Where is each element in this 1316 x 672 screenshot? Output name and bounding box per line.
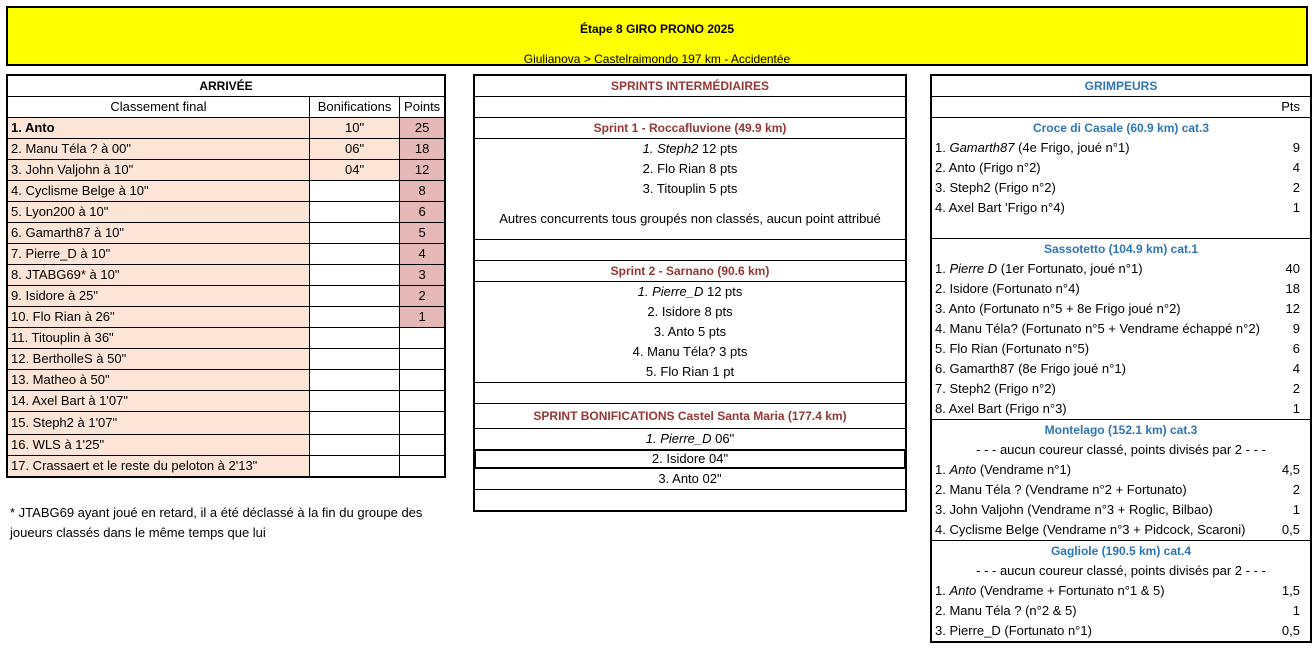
rider-bonif xyxy=(309,307,399,328)
sprints-table xyxy=(473,74,907,512)
table-row xyxy=(7,160,445,181)
climber-name: Anto xyxy=(949,583,977,598)
rider-rank: 4. Cyclisme Belge à 10" xyxy=(7,181,309,202)
sprints-title: SPRINTS INTERMÉDIAIRES xyxy=(474,75,906,97)
pts-header-spacer xyxy=(931,97,1271,118)
climber-points: 1 xyxy=(1292,603,1300,618)
climber-text: 3. Anto (Fortunato n°5 + 8e Frigo joué n°2) xyxy=(935,301,1181,316)
climber-points: 1 xyxy=(1292,401,1300,416)
table-row xyxy=(7,349,445,370)
table-row xyxy=(7,286,445,307)
sprint2-winner: 1. Pierre_D xyxy=(637,284,704,299)
climber-entry xyxy=(931,299,1271,319)
climber-text: 1. xyxy=(935,261,950,276)
table-row xyxy=(7,435,445,456)
table-row xyxy=(7,328,445,349)
sprints-spacer xyxy=(474,97,906,118)
climber-text: 5. Flo Rian (Fortunato n°5) xyxy=(935,341,1090,356)
rider-bonif xyxy=(309,456,399,478)
rider-points: 5 xyxy=(400,223,445,244)
rider-rank: 10. Flo Rian à 26" xyxy=(7,307,309,328)
climber-entry xyxy=(931,480,1271,500)
climber-points: 0,5 xyxy=(1281,623,1300,638)
pts-header: Pts xyxy=(1271,97,1311,118)
climber-entry xyxy=(931,460,1271,480)
rider-points: 4 xyxy=(400,244,445,265)
rider-bonif xyxy=(309,223,399,244)
rider-points xyxy=(400,370,445,391)
sprint1-title: Sprint 1 - Roccafluvione (49.9 km) xyxy=(474,118,906,139)
sprint2-row: 2. Isidore 8 pts xyxy=(647,304,733,319)
stage-subtitle: Giulianova > Castelraimondo 197 km - Accidentée xyxy=(523,52,791,66)
rider-rank: 14. Axel Bart à 1'07" xyxy=(7,391,309,412)
climber-points: 6 xyxy=(1292,341,1300,356)
table-row xyxy=(7,139,445,160)
climber-points: 0,5 xyxy=(1281,522,1300,537)
footnote: * JTABG69 ayant joué en retard, il a été déclassé à la fin du groupe des joueurs classés dans le même temps que lui xyxy=(10,505,423,540)
climber-points: 40 xyxy=(1285,261,1300,276)
climber-entry xyxy=(931,581,1271,601)
climber-entry xyxy=(931,198,1271,218)
climber-entry xyxy=(931,138,1271,158)
climber-name: Pierre D xyxy=(949,261,998,276)
climber-points: 1 xyxy=(1292,200,1300,215)
sprint1-winner-pts: 12 pts xyxy=(698,141,738,156)
bonif-row xyxy=(474,429,906,450)
table-row xyxy=(931,500,1311,520)
bonif-row-selected[interactable]: 2. Isidore 04" xyxy=(474,449,906,469)
climber-entry xyxy=(931,259,1271,279)
bonif-sprint-title: SPRINT BONIFICATIONS Castel Santa Maria (177.4 km) xyxy=(474,404,906,429)
rider-rank: 7. Pierre_D à 10" xyxy=(7,244,309,265)
climber-points: 1 xyxy=(1292,502,1300,517)
climber-text: 1. xyxy=(935,140,950,155)
climber-points: 2 xyxy=(1292,180,1300,195)
climber-points: 2 xyxy=(1292,381,1300,396)
rider-points: 8 xyxy=(400,181,445,202)
climb-note: - - - aucun coureur classé, points divisés par 2 - - - xyxy=(976,563,1266,578)
sprints-spacer xyxy=(474,490,906,512)
rider-bonif xyxy=(309,244,399,265)
rider-rank: 8. JTABG69* à 10" xyxy=(7,265,309,286)
climber-text: 4. Axel Bart 'Frigo n°4) xyxy=(935,200,1065,215)
rider-points xyxy=(400,349,445,370)
table-row xyxy=(931,279,1311,299)
rider-rank: 15. Steph2 à 1'07" xyxy=(7,412,309,435)
climber-entry xyxy=(931,178,1271,198)
climb3-title: Montelago (152.1 km) cat.3 xyxy=(931,420,1311,441)
col-classement-header: Classement final xyxy=(7,97,309,118)
bonif-winner: 1. Pierre_D xyxy=(645,431,712,446)
climb-spacer xyxy=(931,218,1311,239)
climber-points: 4 xyxy=(1292,160,1300,175)
rider-rank: 16. WLS à 1'25" xyxy=(7,435,309,456)
rider-rank: 3. John Valjohn à 10" xyxy=(7,160,309,181)
table-row xyxy=(931,198,1311,218)
sprint2-title: Sprint 2 - Sarnano (90.6 km) xyxy=(474,261,906,282)
table-row xyxy=(7,456,445,478)
climber-points: 4 xyxy=(1292,361,1300,376)
climber-detail: (4e Frigo, joué n°1) xyxy=(1014,140,1130,155)
climber-text: 3. John Valjohn (Vendrame n°3 + Roglic, Bilbao) xyxy=(935,502,1213,517)
climber-points: 9 xyxy=(1292,321,1300,336)
rider-rank: 11. Titouplin à 36" xyxy=(7,328,309,349)
table-row xyxy=(931,138,1311,158)
climber-text: 4. Cyclisme Belge (Vendrame n°3 + Pidcock, Scaroni) xyxy=(935,522,1246,537)
table-row xyxy=(931,621,1311,642)
grimpeurs-title: GRIMPEURS xyxy=(1084,79,1158,93)
rider-bonif: 06" xyxy=(309,139,399,160)
rider-points: 25 xyxy=(400,118,445,139)
rider-bonif xyxy=(309,349,399,370)
rider-rank: 13. Matheo à 50" xyxy=(7,370,309,391)
climber-points: 12 xyxy=(1285,301,1300,316)
climber-text: 2. Isidore (Fortunato n°4) xyxy=(935,281,1080,296)
climb2-title: Sassotetto (104.9 km) cat.1 xyxy=(931,239,1311,260)
climber-entry xyxy=(931,279,1271,299)
col-points-header: Points xyxy=(400,97,445,118)
table-row xyxy=(931,520,1311,541)
climber-name: Gamarth87 xyxy=(949,140,1015,155)
climb-note: - - - aucun coureur classé, points divisés par 2 - - - xyxy=(976,442,1266,457)
rider-rank: 17. Crassaert et le reste du peloton à 2'13" xyxy=(7,456,309,478)
climber-points: 1,5 xyxy=(1281,583,1300,598)
climber-detail: (Vendrame + Fortunato n°1 & 5) xyxy=(976,583,1165,598)
rider-bonif xyxy=(309,286,399,307)
arrivee-title: ARRIVÉE xyxy=(7,75,445,97)
sprint1-row: 3. Titouplin 5 pts xyxy=(642,181,738,196)
rider-points xyxy=(400,412,445,435)
table-row xyxy=(7,181,445,202)
rider-points: 3 xyxy=(400,265,445,286)
rider-points: 1 xyxy=(400,307,445,328)
sprints-spacer xyxy=(474,383,906,404)
climber-entry xyxy=(931,399,1271,420)
climber-text: 2. Manu Téla ? (n°2 & 5) xyxy=(935,603,1077,618)
table-row xyxy=(7,307,445,328)
climber-points: 9 xyxy=(1292,140,1300,155)
rider-rank: 12. BertholleS à 50" xyxy=(7,349,309,370)
rider-rank: 5. Lyon200 à 10" xyxy=(7,202,309,223)
climber-text: 1. xyxy=(935,583,950,598)
table-row xyxy=(7,118,445,139)
climber-entry xyxy=(931,359,1271,379)
sprint1-row: 2. Flo Rian 8 pts xyxy=(642,161,738,176)
climber-text: 4. Manu Téla? (Fortunato n°5 + Vendrame échappé n°2) xyxy=(935,321,1260,336)
climb4-title: Gagliole (190.5 km) cat.4 xyxy=(931,541,1311,562)
climber-entry xyxy=(931,601,1271,621)
table-row xyxy=(931,299,1311,319)
rider-rank: 1. Anto xyxy=(7,118,309,139)
table-row xyxy=(931,399,1311,420)
table-row xyxy=(931,319,1311,339)
rider-bonif xyxy=(309,435,399,456)
sprint2-winner-pts: 12 pts xyxy=(703,284,743,299)
climber-points: 2 xyxy=(1292,482,1300,497)
sprint2-row xyxy=(474,282,906,303)
sprint2-row: 4. Manu Téla? 3 pts xyxy=(632,344,748,359)
table-row xyxy=(931,480,1311,500)
climber-text: 8. Axel Bart (Frigo n°3) xyxy=(935,401,1067,416)
stage-title: Étape 8 GIRO PRONO 2025 xyxy=(579,22,735,36)
rider-bonif xyxy=(309,202,399,223)
rider-points xyxy=(400,435,445,456)
climber-name: Anto xyxy=(949,462,977,477)
climber-text: 3. Pierre_D (Fortunato n°1) xyxy=(935,623,1092,638)
rider-points xyxy=(400,391,445,412)
climb1-title: Croce di Casale (60.9 km) cat.3 xyxy=(931,118,1311,139)
table-row xyxy=(931,259,1311,279)
climber-entry xyxy=(931,500,1271,520)
climber-text: 6. Gamarth87 (8e Frigo joué n°1) xyxy=(935,361,1126,376)
grimpeurs-table xyxy=(930,74,1312,643)
table-row xyxy=(931,359,1311,379)
sprint1-winner: 1. Steph2 xyxy=(642,141,699,156)
table-row xyxy=(7,265,445,286)
table-row xyxy=(7,202,445,223)
rider-rank: 9. Isidore à 25" xyxy=(7,286,309,307)
climber-entry xyxy=(931,379,1271,399)
sprint1-row xyxy=(474,139,906,160)
table-row xyxy=(931,581,1311,601)
sprint2-row: 5. Flo Rian 1 pt xyxy=(645,364,735,379)
table-row xyxy=(931,460,1311,480)
climber-detail: (Vendrame n°1) xyxy=(976,462,1072,477)
rider-bonif xyxy=(309,328,399,349)
table-row xyxy=(7,391,445,412)
table-row xyxy=(931,601,1311,621)
table-row xyxy=(7,223,445,244)
rider-bonif xyxy=(309,391,399,412)
rider-points: 18 xyxy=(400,139,445,160)
sprint2-row: 3. Anto 5 pts xyxy=(653,324,727,339)
climber-text: 7. Steph2 (Frigo n°2) xyxy=(935,381,1056,396)
rider-points: 12 xyxy=(400,160,445,181)
table-row xyxy=(931,178,1311,198)
climber-text: 1. xyxy=(935,462,950,477)
rider-bonif xyxy=(309,370,399,391)
climber-detail: (1er Fortunato, joué n°1) xyxy=(997,261,1143,276)
sprint1-note: Autres concurrents tous groupés non classés, aucun point attribué xyxy=(499,211,881,226)
climber-entry xyxy=(931,158,1271,178)
rider-rank: 6. Gamarth87 à 10" xyxy=(7,223,309,244)
climber-entry xyxy=(931,339,1271,359)
rider-points: 2 xyxy=(400,286,445,307)
bonif-winner-val: 06" xyxy=(711,431,735,446)
climber-text: 3. Steph2 (Frigo n°2) xyxy=(935,180,1056,195)
table-row xyxy=(7,370,445,391)
sprints-spacer xyxy=(474,240,906,261)
stage-banner xyxy=(6,6,1308,66)
col-bonif-header: Bonifications xyxy=(309,97,399,118)
rider-points: 6 xyxy=(400,202,445,223)
rider-bonif: 04" xyxy=(309,160,399,181)
table-row xyxy=(7,412,445,435)
table-row xyxy=(931,158,1311,178)
climber-entry xyxy=(931,520,1271,541)
climber-points: 4,5 xyxy=(1281,462,1300,477)
arrivee-table xyxy=(6,74,446,478)
table-row xyxy=(7,244,445,265)
bonif-row: 3. Anto 02" xyxy=(474,469,906,490)
climber-entry xyxy=(931,621,1271,642)
climber-text: 2. Anto (Frigo n°2) xyxy=(935,160,1041,175)
rider-points xyxy=(400,456,445,478)
rider-bonif: 10" xyxy=(309,118,399,139)
climber-text: 2. Manu Téla ? (Vendrame n°2 + Fortunato) xyxy=(935,482,1187,497)
rider-bonif xyxy=(309,412,399,435)
rider-rank: 2. Manu Téla ? à 00" xyxy=(7,139,309,160)
climber-points: 18 xyxy=(1285,281,1300,296)
climber-entry xyxy=(931,319,1271,339)
rider-points xyxy=(400,328,445,349)
table-row xyxy=(931,339,1311,359)
rider-bonif xyxy=(309,265,399,286)
rider-bonif xyxy=(309,181,399,202)
table-row xyxy=(931,379,1311,399)
